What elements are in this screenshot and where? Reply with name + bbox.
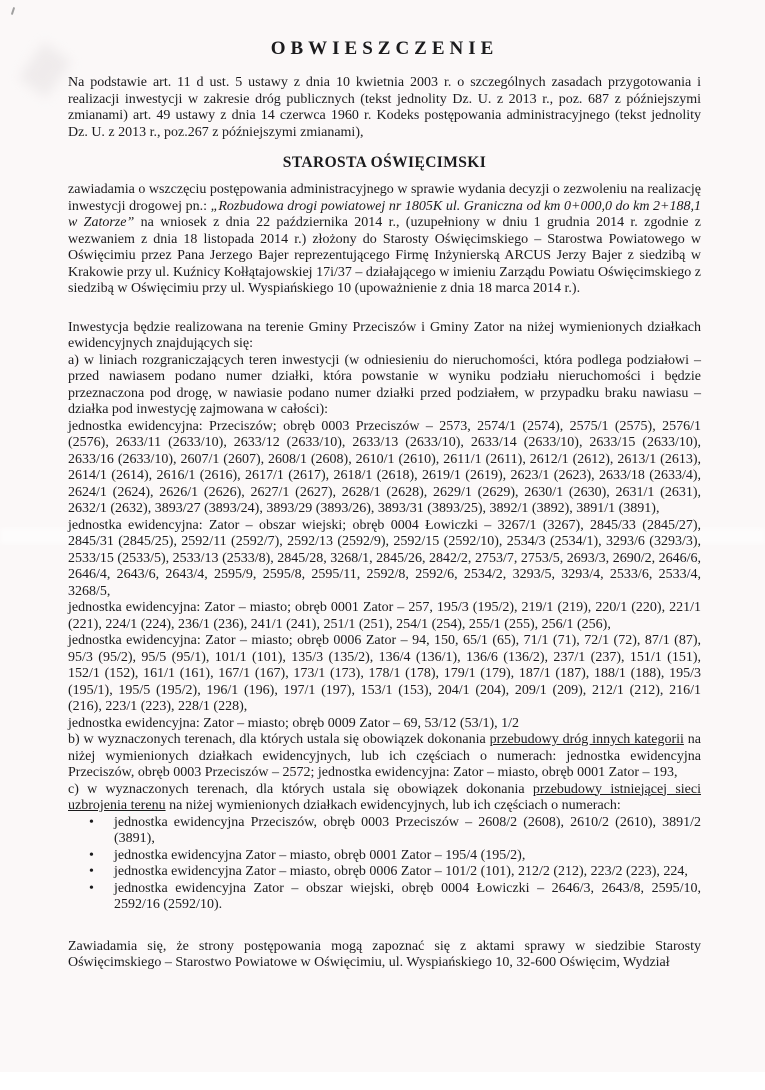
parcel-entry-zator-0006: jednostka ewidencyjna: Zator – miasto; obręb 0006 Zator – 94, 150, 65/1 (65), 71/1 (71), 72/1 (72), 87/1 (87), 95/3 (95/2), 95/5 (95/1), 101/1 (101), 135/3 (135/2), 136/4 (136/1), 136/6 (136/2), 237/1 (237), 151/1 (151), 152/1 (152), 161/1 (161), 167/1 (167), 173/1 (173), 178/1 (178), 179/1 (179), 187/1 (187), 188/1 (188), 195/3 (195/1), 195/5 (195/2), 196/1 (196), 197/1 (197), 153/1 (153), 204/1 (204), 209/1 (209), 212/1 (212), 216/1 (216), 223/1 (223), 228/1 (228), <box>68 633 701 714</box>
authority-heading: STAROSTA OŚWIĘCIMSKI <box>282 154 487 171</box>
section-b-paragraph <box>68 732 701 782</box>
section-c-post: na niżej wymienionych działkach ewidencyjnych, lub ich częściach o numerach: <box>165 798 621 813</box>
document-content <box>68 38 701 972</box>
bullet-item <box>68 864 701 881</box>
bullet-text: jednostka ewidencyjna Zator – obszar wiejski, obręb 0004 Łowiczki – 2646/3, 2643/8, 2595/10, 2592/16 (2592/10). <box>114 880 701 912</box>
parcel-entry-przeciszow-0003: jednostka ewidencyjna: Przeciszów; obręb 0003 Przeciszów – 2573, 2574/1 (2574), 2575/1 (2575), 2576/1 (2576), 2633/11 (2633/10), 2633/12 (2633/10), 2633/13 (2633/10), 2633/14 (2633/10), 2633/15 (2633/10), 2633/16 (2633/10), 2607/1 (2607), 2608/1 (2608), 2610/1 (2610), 2611/1 (2611), 2612/1 (2612), 2613/1 (2613), 2614/1 (2614), 2616/1 (2616), 2617/1 (2617), 2618/1 (2618), 2619/1 (2619), 2623/1 (2623), 2633/18 (2633/4), 2624/1 (2624), 2626/1 (2626), 2627/1 (2627), 2628/1 (2628), 2629/1 (2629), 2630/1 (2630), 2631/1 (2631), 2632/1 (2632), 3893/27 (3893/24), 3893/29 (3893/26), 3893/31 (3893/25), 3892/1 (3892), 3891/1 (3891), <box>68 418 701 516</box>
bullet-item <box>68 881 701 914</box>
section-b-pre: b) w wyznaczonych terenach, dla których ustala się obowiązek dokonania <box>68 732 490 747</box>
legal-basis-paragraph: Na podstawie art. 11 d ust. 5 ustawy z dnia 10 kwietnia 2003 r. o szczególnych zasadach przygotowania i realizacji inwestycji w zakresie dróg publicznych (tekst jednolity Dz. U. z 2013 r., poz. 687 z późniejszymi zmianami) art. 49 ustawy z dnia 14 czerwca 1960 r. Kodeks postępowania administracyjnego (tekst jednolity Dz. U. z 2013 r., poz.267 z późniejszymi zmianami), <box>68 75 701 140</box>
bullet-list <box>68 815 701 914</box>
bullet-icon: • <box>89 814 94 830</box>
page-title: OBWIESZCZENIE <box>270 38 499 59</box>
bullet-text: jednostka ewidencyjna Zator – miasto, obręb 0001 Zator – 195/4 (195/2), <box>114 847 526 863</box>
bullet-icon: • <box>89 880 94 896</box>
bullet-icon: • <box>89 847 94 863</box>
parcel-entry-zator-0001: jednostka ewidencyjna: Zator – miasto; obręb 0001 Zator – 257, 195/3 (195/2), 219/1 (219), 220/1 (220), 221/1 (221), 224/1 (224), 236/1 (236), 241/1 (241), 251/1 (251), 254/1 (254), 255/1 (255), 256/1 (256), <box>68 600 701 632</box>
project-name: „Rozbudowa drogi powiatowej nr 1805K ul. Graniczna od km 0+000,0 do km 2+188,1 w Zatorze” <box>68 198 701 230</box>
section-b-post: na niżej wymienionych działkach ewidencyjnych, lub ich częściach o numerach: jednostka ewidencyjna Przeciszów, obręb 0003 Przeciszów – 2572; jednostka ewidencyjna: Zator – miasto, obręb 0001 Zator – 193, <box>68 732 701 780</box>
section-a-paragraph: a) w liniach rozgraniczających teren inwestycji (w odniesieniu do nieruchomości, która podlega podziałowi – przed nawiasem podano numer działki, która powstanie w wyniku podziału nieruchomości i będzie przeznaczona pod drogę, w nawiasie podano numer działki przed podziałem, w przypadku braku nawiasu – działka pod inwestycję zajmowana w całości): <box>68 352 701 417</box>
bullet-text: jednostka ewidencyjna Zator – miasto, obręb 0006 Zator – 101/2 (101), 212/2 (212), 223/2 (223), 224, <box>114 864 688 879</box>
location-intro: Inwestycja będzie realizowana na terenie Gminy Przeciszów i Gminy Zator na niżej wymienionych działkach ewidencyjnych znajdujących się: <box>68 319 701 351</box>
bullet-text: jednostka ewidencyjna Przeciszów, obręb 0003 Przeciszów – 2608/2 (2608), 2610/2 (2610), 3891/2 (3891), <box>114 814 701 846</box>
parcel-entry-zator-0009: jednostka ewidencyjna: Zator – miasto; obręb 0009 Zator – 69, 53/12 (53/1), 1/2 <box>68 715 520 731</box>
section-c-pre: c) w wyznaczonych terenach, dla których ustala się obowiązek dokonania <box>68 781 533 797</box>
bullet-item <box>68 848 701 865</box>
bullet-icon: • <box>89 864 94 879</box>
section-b-underlined-phrase: przebudowy dróg innych kategorii <box>489 732 684 747</box>
scan-artifact-smudge <box>18 42 71 98</box>
section-c-paragraph <box>68 782 701 815</box>
notice-text-pre: zawiadamia o wszczęciu postępowania administracyjnego w sprawie wydania decyzji o zezwoleniu na realizację inwestycji drogowej pn.: <box>68 182 701 214</box>
parcel-entry-lowiczki-0004: jednostka ewidencyjna: Zator – obszar wiejski; obręb 0004 Łowiczki – 3267/1 (3267), 2845/33 (2845/27), 2845/31 (2845/25), 2592/11 (2592/7), 2592/13 (2592/9), 2592/15 (2592/10), 2534/3 (2534/1), 3293/6 (3293/3), 2533/15 (2533/5), 2533/13 (2533/8), 2845/28, 3268/1, 2845/26, 2842/2, 2753/7, 2753/5, 2693/3, 2690/2, 2646/6, 2646/4, 2643/6, 2643/4, 2595/9, 2595/8, 2595/11, 2592/8, 2592/6, 2534/2, 3293/5, 3293/4, 2533/6, 2533/4, 3268/5, <box>68 517 701 599</box>
notice-paragraph <box>68 182 701 298</box>
closing-paragraph: Zawiadamia się, że strony postępowania mogą zapoznać się z aktami sprawy w siedzibie Starosty Oświęcimskiego – Starostwo Powiatowe w Oświęcimiu, ul. Wyspiańskiego 10, 32-600 Oświęcim, Wydział <box>68 938 701 970</box>
notice-text-post: na wniosek z dnia 22 października 2014 r., (uzupełniony w dniu 1 grudnia 2014 r. zgodnie z wezwaniem z dnia 18 listopada 2014 r.) złożony do Starosty Oświęcimskiego – Starostwa Powiatowego w Oświęcimiu przez Pana Jerzego Bajer reprezentującego Firmę Inżynierską ARCUS Jerzy Bajer z siedzibą w Krakowie przy ul. Kuźnicy Kołłątajowskiej 17i/37 – działającego w imieniu Zarządu Powiatu Oświęcimskiego z siedzibą w Oświęcimiu przy ul. Wyspiańskiego 10 (upoważnienie z dnia 18 marca 2014 r.). <box>68 215 701 296</box>
section-c-underlined-phrase: przebudowy istniejącej sieci uzbrojenia terenu <box>68 781 701 813</box>
page-bottom-edge <box>0 1072 765 1090</box>
bullet-item <box>68 815 701 848</box>
scan-artifact-mark <box>11 7 15 15</box>
